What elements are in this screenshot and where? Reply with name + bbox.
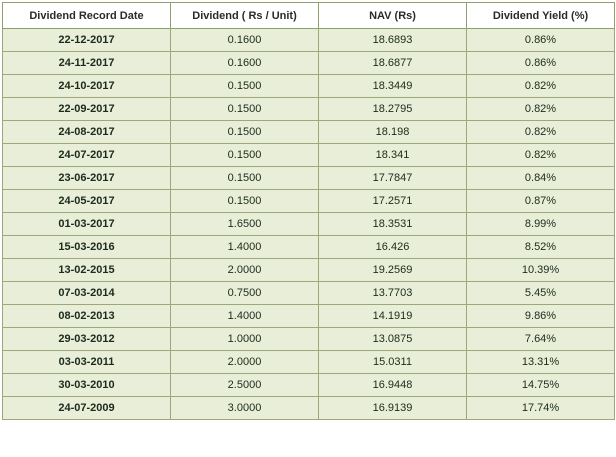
cell-dividend-yield: 0.82% [467, 144, 615, 167]
cell-dividend-yield: 8.52% [467, 236, 615, 259]
cell-nav: 16.9139 [319, 397, 467, 420]
cell-dividend-yield: 9.86% [467, 305, 615, 328]
cell-dividend: 0.1500 [171, 98, 319, 121]
table-header-row [3, 3, 615, 29]
cell-nav: 18.2795 [319, 98, 467, 121]
cell-dividend: 0.1500 [171, 167, 319, 190]
table-row [3, 121, 615, 144]
cell-dividend-yield: 0.86% [467, 52, 615, 75]
cell-nav: 16.426 [319, 236, 467, 259]
cell-dividend-record-date: 22-12-2017 [3, 29, 171, 52]
cell-dividend: 0.1500 [171, 75, 319, 98]
column-header-nav: NAV (Rs) [319, 3, 467, 29]
cell-nav: 15.0311 [319, 351, 467, 374]
table-row [3, 167, 615, 190]
cell-dividend-yield: 0.82% [467, 98, 615, 121]
column-header-dividend-record-date: Dividend Record Date [3, 3, 171, 29]
cell-dividend: 1.4000 [171, 305, 319, 328]
table-row [3, 282, 615, 305]
cell-dividend: 1.0000 [171, 328, 319, 351]
table-row [3, 328, 615, 351]
cell-dividend: 0.1600 [171, 52, 319, 75]
cell-nav: 17.2571 [319, 190, 467, 213]
cell-dividend-record-date: 24-08-2017 [3, 121, 171, 144]
cell-nav: 18.341 [319, 144, 467, 167]
cell-dividend: 3.0000 [171, 397, 319, 420]
cell-dividend-yield: 0.82% [467, 121, 615, 144]
cell-dividend-record-date: 15-03-2016 [3, 236, 171, 259]
cell-dividend-record-date: 24-11-2017 [3, 52, 171, 75]
cell-dividend-record-date: 22-09-2017 [3, 98, 171, 121]
table-body [3, 29, 615, 420]
cell-nav: 18.3531 [319, 213, 467, 236]
cell-dividend-record-date: 24-05-2017 [3, 190, 171, 213]
cell-dividend-yield: 13.31% [467, 351, 615, 374]
cell-dividend-record-date: 24-07-2017 [3, 144, 171, 167]
cell-nav: 13.7703 [319, 282, 467, 305]
cell-dividend-record-date: 03-03-2011 [3, 351, 171, 374]
column-header-dividend: Dividend ( Rs / Unit) [171, 3, 319, 29]
cell-dividend-yield: 0.82% [467, 75, 615, 98]
cell-dividend-yield: 10.39% [467, 259, 615, 282]
cell-dividend-yield: 0.84% [467, 167, 615, 190]
cell-dividend-yield: 5.45% [467, 282, 615, 305]
dividend-history-table [2, 2, 615, 420]
cell-nav: 18.3449 [319, 75, 467, 98]
table-row [3, 351, 615, 374]
cell-dividend-yield: 7.64% [467, 328, 615, 351]
table-row [3, 52, 615, 75]
table-row [3, 144, 615, 167]
cell-dividend-yield: 8.99% [467, 213, 615, 236]
cell-nav: 17.7847 [319, 167, 467, 190]
cell-dividend-record-date: 13-02-2015 [3, 259, 171, 282]
cell-dividend: 0.7500 [171, 282, 319, 305]
column-header-dividend-yield: Dividend Yield (%) [467, 3, 615, 29]
cell-dividend: 0.1500 [171, 121, 319, 144]
cell-dividend-yield: 0.87% [467, 190, 615, 213]
cell-nav: 16.9448 [319, 374, 467, 397]
cell-nav: 18.6877 [319, 52, 467, 75]
table-row [3, 75, 615, 98]
cell-nav: 19.2569 [319, 259, 467, 282]
cell-dividend: 0.1500 [171, 190, 319, 213]
cell-dividend: 2.0000 [171, 259, 319, 282]
cell-dividend-yield: 14.75% [467, 374, 615, 397]
cell-dividend-yield: 0.86% [467, 29, 615, 52]
table-row [3, 374, 615, 397]
cell-dividend: 0.1600 [171, 29, 319, 52]
cell-dividend-record-date: 29-03-2012 [3, 328, 171, 351]
cell-dividend-record-date: 24-07-2009 [3, 397, 171, 420]
cell-dividend: 0.1500 [171, 144, 319, 167]
cell-nav: 13.0875 [319, 328, 467, 351]
cell-dividend-record-date: 24-10-2017 [3, 75, 171, 98]
table-row [3, 190, 615, 213]
cell-nav: 14.1919 [319, 305, 467, 328]
cell-dividend-record-date: 07-03-2014 [3, 282, 171, 305]
cell-dividend-record-date: 08-02-2013 [3, 305, 171, 328]
cell-dividend: 1.6500 [171, 213, 319, 236]
table-row [3, 98, 615, 121]
cell-nav: 18.198 [319, 121, 467, 144]
table-row [3, 236, 615, 259]
cell-dividend: 1.4000 [171, 236, 319, 259]
table-row [3, 397, 615, 420]
cell-nav: 18.6893 [319, 29, 467, 52]
table-row [3, 305, 615, 328]
table-row [3, 259, 615, 282]
cell-dividend-yield: 17.74% [467, 397, 615, 420]
table-row [3, 213, 615, 236]
cell-dividend-record-date: 30-03-2010 [3, 374, 171, 397]
cell-dividend: 2.0000 [171, 351, 319, 374]
cell-dividend: 2.5000 [171, 374, 319, 397]
table-row [3, 29, 615, 52]
cell-dividend-record-date: 23-06-2017 [3, 167, 171, 190]
table-header [3, 3, 615, 29]
cell-dividend-record-date: 01-03-2017 [3, 213, 171, 236]
